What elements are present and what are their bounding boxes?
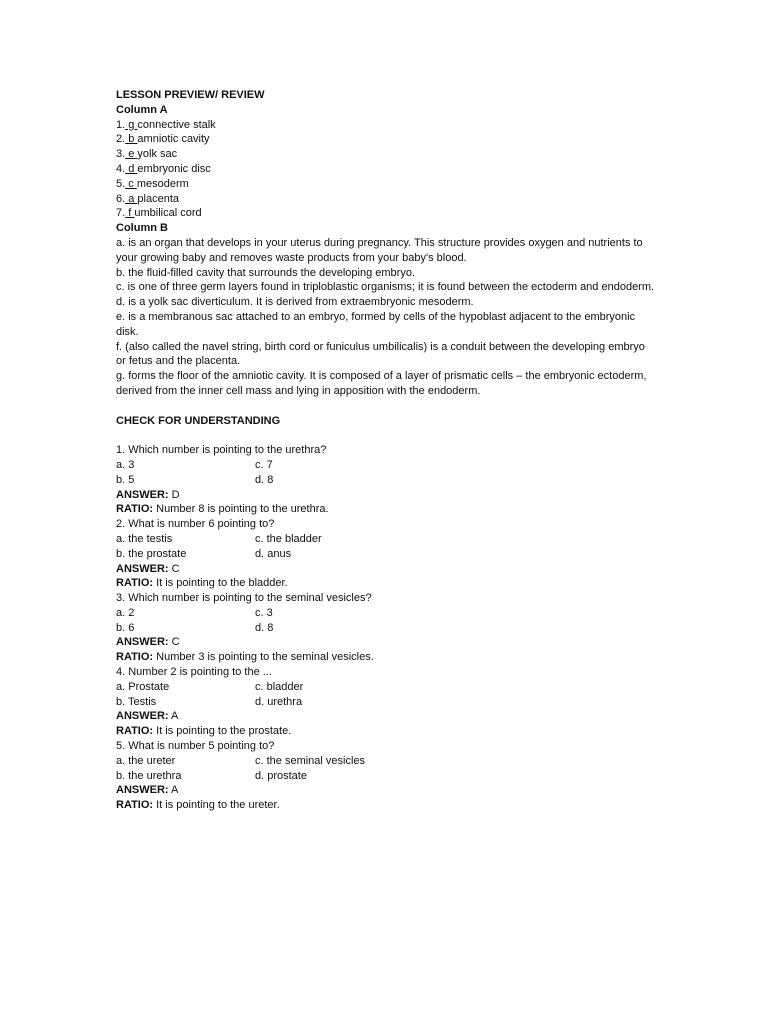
item-answer: d <box>125 162 138 175</box>
ratio-label: RATIO: <box>116 799 154 812</box>
answer-label: ANSWER: <box>116 488 169 501</box>
answer-value: A <box>168 710 179 723</box>
answer-line <box>116 783 656 798</box>
column-b-label: Column B <box>116 222 168 235</box>
option: d. prostate <box>255 769 307 782</box>
option: b. the prostate <box>116 547 187 560</box>
ratio-line <box>116 576 656 591</box>
column-a-item <box>116 132 656 147</box>
column-b-definition: b. the fluid-filled cavity that surrounds the developing embryo. <box>116 266 415 279</box>
item-term: yolk sac <box>137 148 178 161</box>
column-a-item <box>116 206 656 221</box>
option: c. bladder <box>255 680 304 693</box>
item-answer: g <box>125 118 138 131</box>
options-row <box>116 547 656 562</box>
column-a-item <box>116 162 656 177</box>
question-text: 4. Number 2 is pointing to the ... <box>116 666 272 679</box>
ratio-line <box>116 502 656 517</box>
options-row <box>116 769 656 784</box>
check-heading: CHECK FOR UNDERSTANDING <box>116 414 281 427</box>
options-row <box>116 606 656 621</box>
column-a-item <box>116 147 656 162</box>
answer-line <box>116 562 656 577</box>
ratio-line <box>116 724 656 739</box>
item-term: amniotic cavity <box>137 133 210 146</box>
option: a. the ureter <box>116 754 176 767</box>
question-text: 1. Which number is pointing to the urethra? <box>116 444 327 457</box>
column-a-label: Column A <box>116 103 168 116</box>
option: a. Prostate <box>116 680 170 693</box>
item-number: 7. <box>116 207 126 220</box>
option: c. 3 <box>255 606 273 619</box>
ratio-value: It is pointing to the prostate. <box>153 725 292 738</box>
item-number: 1. <box>116 118 126 131</box>
ratio-value: It is pointing to the bladder. <box>153 577 288 590</box>
option: c. the seminal vesicles <box>255 754 366 767</box>
answer-label: ANSWER: <box>116 636 169 649</box>
answer-label: ANSWER: <box>116 710 169 723</box>
option: b. the urethra <box>116 769 182 782</box>
column-a-item <box>116 118 656 133</box>
option: b. 6 <box>116 621 135 634</box>
options-row <box>116 695 656 710</box>
answer-line <box>116 488 656 503</box>
column-b-definition: a. is an organ that develops in your uterus during pregnancy. This structure provides oxygen and nutrients to your growing baby and removes waste products from your baby's blood. <box>116 236 643 264</box>
item-answer: f <box>125 207 135 220</box>
options-row <box>116 754 656 769</box>
column-b-definition: e. is a membranous sac attached to an embryo, formed by cells of the hypoblast adjacent to the embryonic disk. <box>116 310 636 338</box>
column-a-item <box>116 192 656 207</box>
ratio-label: RATIO: <box>116 503 154 516</box>
spacer <box>116 399 656 414</box>
ratio-line <box>116 798 656 813</box>
document-page <box>116 88 656 813</box>
column-b-definition: d. is a yolk sac diverticulum. It is derived from extraembryonic mesoderm. <box>116 296 474 309</box>
ratio-value: Number 8 is pointing to the urethra. <box>153 503 329 516</box>
item-term: mesoderm <box>136 177 189 190</box>
option: b. Testis <box>116 695 157 708</box>
item-answer: e <box>125 148 138 161</box>
item-term: placenta <box>137 192 180 205</box>
answer-line <box>116 709 656 724</box>
ratio-value: It is pointing to the ureter. <box>153 799 280 812</box>
options-row <box>116 532 656 547</box>
options-row <box>116 473 656 488</box>
item-number: 4. <box>116 162 126 175</box>
answer-line <box>116 635 656 650</box>
answer-value: C <box>168 636 180 649</box>
spacer <box>116 428 656 443</box>
item-term: embryonic disc <box>137 162 211 175</box>
option: c. the bladder <box>255 532 322 545</box>
option: a. 2 <box>116 606 135 619</box>
option: c. 7 <box>255 458 273 471</box>
item-answer: c <box>125 177 137 190</box>
option: d. anus <box>255 547 292 560</box>
ratio-label: RATIO: <box>116 577 154 590</box>
item-number: 3. <box>116 148 126 161</box>
option: d. 8 <box>255 473 274 486</box>
item-term: umbilical cord <box>134 207 202 220</box>
item-answer: b <box>125 133 138 146</box>
option: a. 3 <box>116 458 135 471</box>
option: b. 5 <box>116 473 135 486</box>
option: d. 8 <box>255 621 274 634</box>
option: d. urethra <box>255 695 303 708</box>
question-text: 5. What is number 5 pointing to? <box>116 740 275 753</box>
options-row <box>116 680 656 695</box>
item-answer: a <box>125 192 138 205</box>
column-a-item <box>116 177 656 192</box>
question-text: 2. What is number 6 pointing to? <box>116 518 275 531</box>
option: a. the testis <box>116 532 173 545</box>
question-text: 3. Which number is pointing to the seminal vesicles? <box>116 592 372 605</box>
answer-label: ANSWER: <box>116 562 169 575</box>
ratio-label: RATIO: <box>116 651 154 664</box>
column-b-definition: g. forms the floor of the amniotic cavity. It is composed of a layer of prismatic cells – the embryonic ectoderm, derived from the inner cell mass and lying in apposition with the endoderm. <box>116 370 647 397</box>
item-term: connective stalk <box>137 118 216 131</box>
ratio-label: RATIO: <box>116 725 154 738</box>
answer-value: D <box>168 488 180 501</box>
item-number: 5. <box>116 177 126 190</box>
column-b-definition: f. (also called the navel string, birth cord or funiculus umbilicalis) is a conduit between the developing embryo or fetus and the placenta. <box>116 340 645 368</box>
answer-value: C <box>168 562 180 575</box>
ratio-value: Number 3 is pointing to the seminal vesicles. <box>153 651 374 664</box>
answer-value: A <box>168 784 179 797</box>
options-row <box>116 621 656 636</box>
answer-label: ANSWER: <box>116 784 169 797</box>
item-number: 6. <box>116 192 126 205</box>
lesson-preview-heading: LESSON PREVIEW/ REVIEW <box>116 89 265 101</box>
item-number: 2. <box>116 133 126 146</box>
column-b-definition: c. is one of three germ layers found in triploblastic organisms; it is found between the ectoderm and endoderm. <box>116 281 655 294</box>
options-row <box>116 458 656 473</box>
ratio-line <box>116 650 656 665</box>
